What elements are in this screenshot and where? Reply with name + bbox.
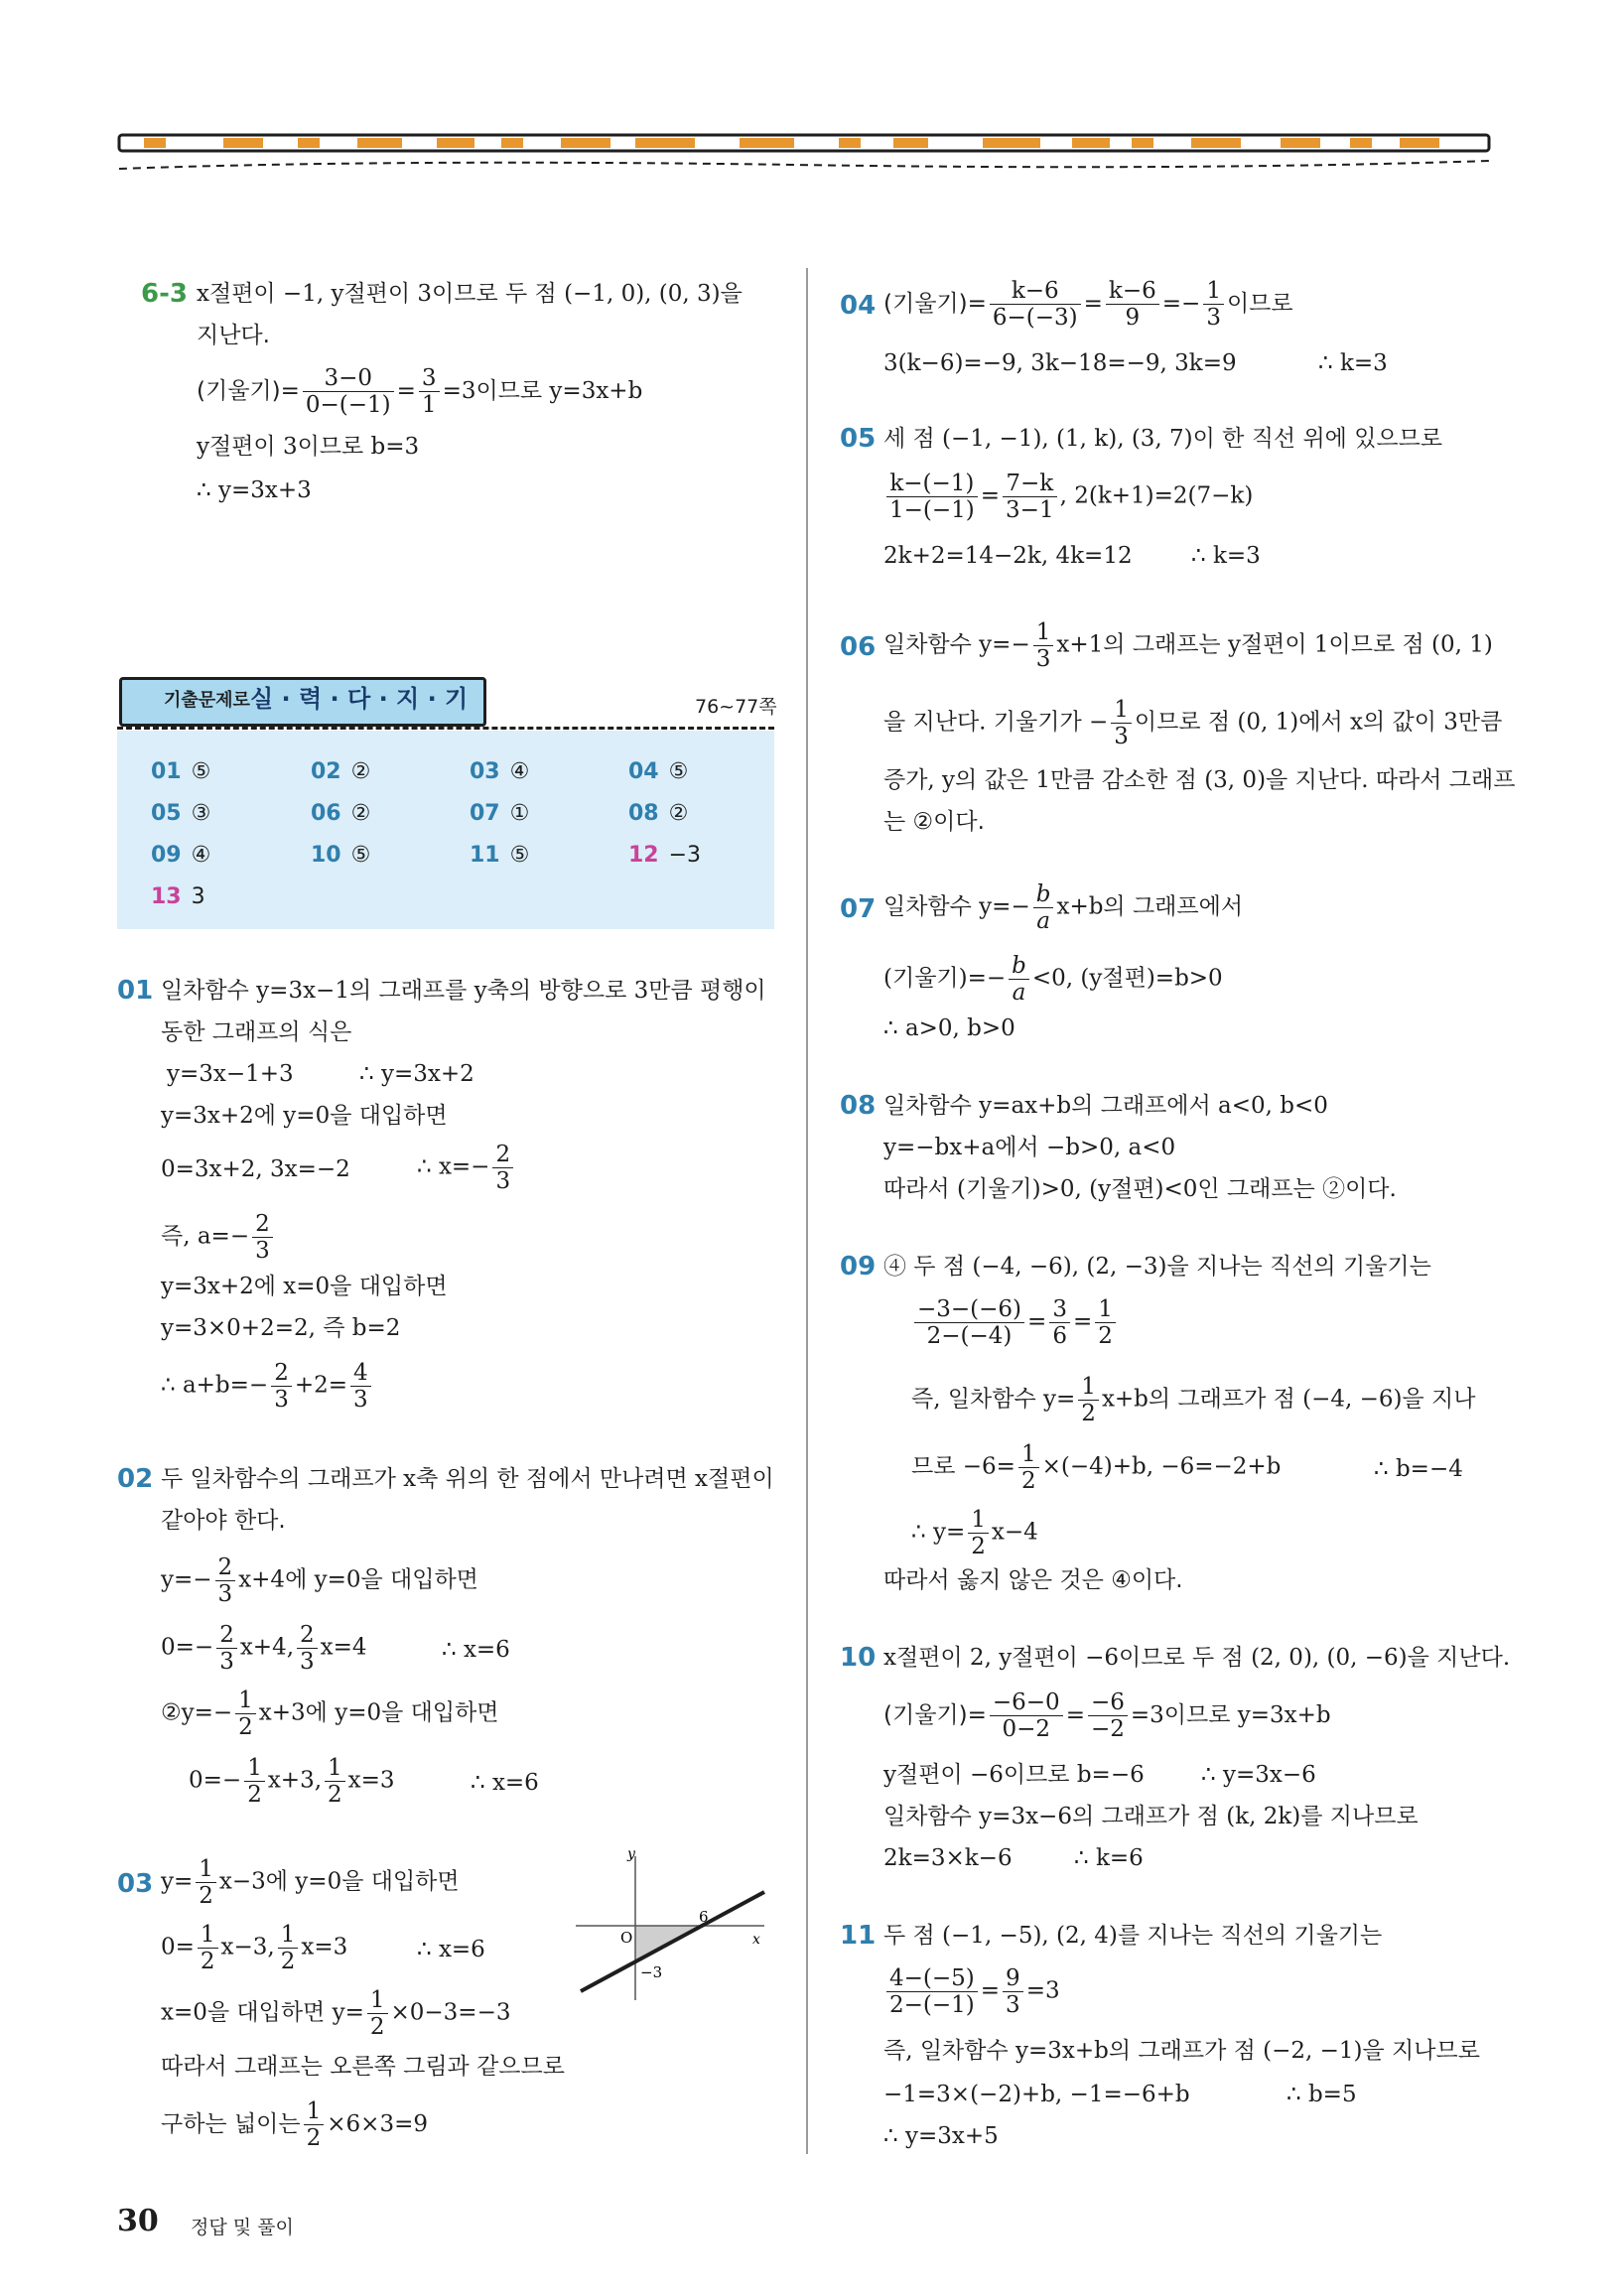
solution-line: 0=− $\frac{1}{2}$ x+3, $\frac{1}{2}$ x=3 xyxy=(189,1755,395,1808)
solution-line: y절편이 −6이므로 b=−6 xyxy=(883,1762,1145,1788)
answer-number: 02 xyxy=(311,759,341,784)
problem-number: 02 xyxy=(117,1464,154,1494)
solution-line: 2k=3×k−6 xyxy=(883,1845,1013,1871)
answer-value: ① xyxy=(509,801,530,826)
solution-line: 따라서 그래프는 오른쪽 그림과 같으므로 xyxy=(161,2054,565,2080)
q03-graph xyxy=(566,1846,774,2005)
answer-value: 3 xyxy=(191,884,205,909)
solution-line: ∴ k=3 xyxy=(1191,543,1261,569)
solution-line: ∴ x=6 xyxy=(471,1770,539,1796)
answer-number: 03 xyxy=(470,759,500,784)
solution-line: x절편이 −1, y절편이 3이므로 두 점 (−1, 0), (0, 3)을 xyxy=(197,281,743,307)
footer-label: 정답 및 풀이 xyxy=(191,2217,294,2238)
solution-line: y절편이 3이므로 b=3 xyxy=(197,434,420,460)
answer-value: −3 xyxy=(668,843,702,868)
answer-item xyxy=(470,757,529,787)
fraction: $\frac{4}{3}$ xyxy=(350,1360,371,1413)
fraction: $\frac{9}{3}$ xyxy=(1003,1965,1023,2018)
solution-line: (기울기)= $\frac{3-0}{0-(-1)}$ = $\frac{3}{1}$ =3이므로 y=3x+b xyxy=(197,365,643,418)
header-ruler-decoration xyxy=(0,0,1624,189)
problem-number: 11 xyxy=(840,1921,877,1951)
solution-line: 즉, 일차함수 y=3x+b의 그래프가 점 (−2, −1)을 지나므로 xyxy=(883,2038,1480,2064)
box-tag: 기출문제로 xyxy=(164,690,250,711)
solution-line: y=3x+2에 y=0을 대입하면 xyxy=(161,1103,448,1129)
solution-line: ∴ x=− $\frac{2}{3}$ xyxy=(417,1142,516,1194)
solution-line: y=−bx+a에서 −b>0, a<0 xyxy=(883,1135,1176,1160)
problem-number: 07 xyxy=(840,894,877,924)
fraction: $\frac{2}{3}$ xyxy=(492,1142,513,1194)
fraction: $\frac{1}{2}$ xyxy=(325,1755,345,1808)
solution-line: ∴ y=3x+5 xyxy=(883,2123,999,2149)
solution-line: 동한 그래프의 식은 xyxy=(161,1019,352,1045)
solution-line: 0= $\frac{1}{2}$ x−3, $\frac{1}{2}$ x=3 xyxy=(161,1922,348,1974)
solution-line: ∴ x=6 xyxy=(417,1937,485,1962)
fraction: $\frac{1}{2}$ xyxy=(198,1922,218,1974)
solution-line: 2k+2=14−2k, 4k=12 xyxy=(883,543,1133,569)
fraction: $\frac{1}{2}$ xyxy=(968,1507,989,1559)
solution-line: ∴ y=3x−6 xyxy=(1201,1762,1316,1788)
answer-number: 05 xyxy=(151,801,182,826)
x-axis-label: x xyxy=(752,1932,760,1948)
fraction: $\frac{7-k}{3-1}$ xyxy=(1003,471,1057,523)
fraction: $\frac{-3-(-6)}{2-(-4)}$ xyxy=(914,1296,1024,1349)
solution-line: 따라서 옳지 않은 것은 ④이다. xyxy=(883,1567,1183,1593)
fraction: $\frac{k-6}{6-(-3)}$ xyxy=(990,278,1081,331)
answer-number: 13 xyxy=(151,884,182,909)
answer-number: 11 xyxy=(470,843,500,868)
fraction: $\frac{1}{2}$ xyxy=(1078,1374,1099,1426)
solution-line: 지난다. xyxy=(197,323,270,348)
solution-line: 므로 −6= $\frac{1}{2}$ ×(−4)+b, −6=−2+b xyxy=(911,1441,1282,1494)
problem-number: 6-3 xyxy=(141,279,188,309)
solution-line: 두 점 (−1, −5), (2, 4)를 지나는 직선의 기울기는 xyxy=(883,1923,1383,1949)
solution-line: ∴ x=6 xyxy=(442,1637,510,1663)
solution-line: ∴ y=3x+3 xyxy=(197,477,312,503)
solution-line: x절편이 2, y절편이 −6이므로 두 점 (2, 0), (0, −6)을 지난다. xyxy=(883,1645,1511,1671)
answer-number: 07 xyxy=(470,801,500,826)
solution-line: $\frac{k-(-1)}{1-(-1)}$ = $\frac{7-k}{3-1}$ , 2(k+1)=2(7−k) xyxy=(883,471,1253,523)
solution-line: y=3x+2에 x=0을 대입하면 xyxy=(161,1274,448,1299)
solution-line: 을 지난다. 기울기가 − $\frac{1}{3}$ 이므로 점 (0, 1)에서 x의 값이 3만큼 xyxy=(883,697,1503,749)
answer-item xyxy=(470,841,529,871)
fraction: $\frac{1}{2}$ xyxy=(244,1755,265,1808)
solution-line: ∴ k=3 xyxy=(1318,350,1388,376)
problem-number: 06 xyxy=(840,632,877,662)
fraction: $\frac{1}{2}$ xyxy=(235,1688,256,1740)
fraction: $\frac{1}{2}$ xyxy=(304,2098,325,2151)
answer-item xyxy=(311,757,370,787)
answer-number: 08 xyxy=(628,801,659,826)
solution-line: 일차함수 y=ax+b의 그래프에서 a<0, b<0 xyxy=(883,1093,1328,1119)
fraction: $\frac{b}{a}$ xyxy=(1033,881,1054,934)
solution-line: $\frac{4-(-5)}{2-(-1)}$ = $\frac{9}{3}$ =3 xyxy=(883,1965,1060,2018)
fraction: $\frac{2}{3}$ xyxy=(297,1622,318,1675)
solution-line: y=3×0+2=2, 즉 b=2 xyxy=(161,1315,401,1341)
origin-label: O xyxy=(620,1929,633,1947)
solution-line: ∴ k=6 xyxy=(1074,1845,1144,1871)
answer-value: ② xyxy=(350,801,371,826)
problem-number: 09 xyxy=(840,1252,877,1282)
solution-line: 3(k−6)=−9, 3k−18=−9, 3k=9 xyxy=(883,350,1237,376)
answer-item xyxy=(151,757,210,787)
y-intercept-label: −3 xyxy=(640,1963,663,1981)
problem-number: 10 xyxy=(840,1643,877,1673)
solution-line: x=0을 대입하면 y= $\frac{1}{2}$ ×0−3=−3 xyxy=(161,1987,511,2040)
answer-item xyxy=(628,841,701,871)
box-pages: 76~77쪽 xyxy=(695,696,777,718)
answer-value: ② xyxy=(350,759,371,784)
answer-number: 04 xyxy=(628,759,659,784)
solution-line: ∴ a+b=− $\frac{2}{3}$ +2= $\frac{4}{3}$ xyxy=(161,1360,374,1413)
answer-value: ⑤ xyxy=(350,843,371,868)
fraction: $\frac{3}{6}$ xyxy=(1049,1296,1070,1349)
solution-line: $\frac{-3-(-6)}{2-(-4)}$ = $\frac{3}{6}$ = $\frac{1}{2}$ xyxy=(911,1296,1119,1349)
solution-line: 일차함수 y=3x−1의 그래프를 y축의 방향으로 3만큼 평행이 xyxy=(161,978,766,1004)
box-title: 실 · 력 · 다 · 지 · 기 xyxy=(250,685,469,713)
solution-line: −1=3×(−2)+b, −1=−6+b xyxy=(883,2082,1190,2107)
solution-line: (기울기)= $\frac{-6-0}{0-2}$ = $\frac{-6}{-2}$ =3이므로 y=3x+b xyxy=(883,1689,1331,1742)
problem-number: 08 xyxy=(840,1091,877,1121)
solution-line: (기울기)=− $\frac{b}{a}$ <0, (y절편)=b>0 xyxy=(883,953,1223,1006)
answer-item xyxy=(470,799,529,829)
x-intercept-label: 6 xyxy=(699,1908,709,1926)
solution-line: y= $\frac{1}{2}$ x−3에 y=0을 대입하면 xyxy=(161,1856,460,1909)
fraction: $\frac{2}{3}$ xyxy=(215,1554,236,1607)
solution-line: 0=− $\frac{2}{3}$ x+4, $\frac{2}{3}$ x=4 xyxy=(161,1622,367,1675)
solution-line: 일차함수 y=− $\frac{b}{a}$ x+b의 그래프에서 xyxy=(883,881,1244,934)
page-number: 30 xyxy=(117,2204,159,2238)
solution-line: ∴ b=5 xyxy=(1286,2082,1357,2107)
problem-number: 01 xyxy=(117,976,154,1006)
answer-item xyxy=(311,841,370,871)
solution-line: 따라서 (기울기)>0, (y절편)<0인 그래프는 ②이다. xyxy=(883,1176,1397,1202)
solution-line: ∴ b=−4 xyxy=(1374,1456,1463,1482)
solution-line: 일차함수 y=− $\frac{1}{3}$ x+1의 그래프는 y절편이 1이므로 점 (0, 1) xyxy=(883,619,1493,672)
solution-line: (기울기)= $\frac{k-6}{6-(-3)}$ = $\frac{k-6}{9}$ =− $\frac{1}{3}$ 이므로 xyxy=(883,278,1293,331)
fraction: $\frac{1}{2}$ xyxy=(196,1856,216,1909)
fraction: $\frac{3-0}{0-(-1)}$ xyxy=(303,365,394,418)
answer-number: 10 xyxy=(311,843,341,868)
fraction: $\frac{3}{1}$ xyxy=(419,365,440,418)
solution-line: ∴ y=3x+2 xyxy=(359,1061,474,1087)
fraction: $\frac{1}{2}$ xyxy=(367,1987,388,2040)
fraction: $\frac{b}{a}$ xyxy=(1009,953,1029,1006)
fraction: $\frac{2}{3}$ xyxy=(271,1360,292,1413)
solution-line: ④ 두 점 (−4, −6), (2, −3)을 지나는 직선의 기울기는 xyxy=(883,1254,1431,1280)
answer-value: ⑤ xyxy=(509,843,530,868)
solution-line: 구하는 넓이는 $\frac{1}{2}$ ×6×3=9 xyxy=(161,2098,428,2151)
solution-line: 같아야 한다. xyxy=(161,1508,286,1534)
solution-line: ∴ a>0, b>0 xyxy=(883,1015,1015,1041)
answer-value: ③ xyxy=(191,801,211,826)
fraction: $\frac{1}{3}$ xyxy=(1203,278,1224,331)
fraction: $\frac{2}{3}$ xyxy=(252,1211,273,1264)
solution-line: 일차함수 y=3x−6의 그래프가 점 (k, 2k)를 지나므로 xyxy=(883,1804,1419,1829)
fraction: $\frac{-6}{-2}$ xyxy=(1088,1689,1128,1742)
graph-line xyxy=(581,1892,764,1991)
fraction: $\frac{4-(-5)}{2-(-1)}$ xyxy=(886,1965,978,2018)
solution-line: ∴ y= $\frac{1}{2}$ x−4 xyxy=(911,1507,1038,1559)
column-divider xyxy=(806,268,808,2154)
solution-line: 는 ②이다. xyxy=(883,809,985,835)
box-dashed-rule xyxy=(117,727,774,730)
problem-number: 04 xyxy=(840,291,877,321)
answer-value: ④ xyxy=(509,759,530,784)
fraction: $\frac{k-(-1)}{1-(-1)}$ xyxy=(886,471,978,523)
fraction: $\frac{1}{2}$ xyxy=(1095,1296,1116,1349)
fraction: $\frac{1}{3}$ xyxy=(1033,619,1054,672)
fraction: $\frac{2}{3}$ xyxy=(216,1622,237,1675)
solution-line: 증가, y의 값은 1만큼 감소한 점 (3, 0)을 지난다. 따라서 그래프 xyxy=(883,767,1516,793)
solution-line: ②y=− $\frac{1}{2}$ x+3에 y=0을 대입하면 xyxy=(161,1688,499,1740)
answer-number: 06 xyxy=(311,801,341,826)
answer-number: 12 xyxy=(628,843,659,868)
answer-value: ⑤ xyxy=(668,759,689,784)
solution-line: y=− $\frac{2}{3}$ x+4에 y=0을 대입하면 xyxy=(161,1554,478,1607)
answer-value: ⑤ xyxy=(191,759,211,784)
answer-number: 01 xyxy=(151,759,182,784)
fraction: $\frac{k-6}{9}$ xyxy=(1106,278,1159,331)
answer-value: ② xyxy=(668,801,689,826)
solution-line: y=3x−1+3 xyxy=(167,1061,294,1087)
fraction: $\frac{1}{2}$ xyxy=(278,1922,299,1974)
y-axis-label: y xyxy=(627,1846,635,1862)
problem-number: 05 xyxy=(840,424,877,454)
answer-item xyxy=(628,799,688,829)
fraction: $\frac{1}{2}$ xyxy=(1018,1441,1039,1494)
solution-line: 세 점 (−1, −1), (1, k), (3, 7)이 한 직선 위에 있으므로 xyxy=(883,426,1443,452)
answer-item xyxy=(151,841,210,871)
fraction: $\frac{1}{3}$ xyxy=(1111,697,1132,749)
answer-value: ④ xyxy=(191,843,211,868)
answer-number: 09 xyxy=(151,843,182,868)
solution-line: 즉, a=− $\frac{2}{3}$ xyxy=(161,1211,276,1264)
solution-line: 즉, 일차함수 y= $\frac{1}{2}$ x+b의 그래프가 점 (−4, −6)을 지나 xyxy=(911,1374,1476,1426)
solution-line: 두 일차함수의 그래프가 x축 위의 한 점에서 만나려면 x절편이 xyxy=(161,1466,774,1492)
answer-item xyxy=(628,757,688,787)
answer-item xyxy=(151,882,205,912)
answer-item xyxy=(151,799,210,829)
fraction: $\frac{-6-0}{0-2}$ xyxy=(990,1689,1063,1742)
problem-number: 03 xyxy=(117,1869,154,1899)
solution-line: 0=3x+2, 3x=−2 xyxy=(161,1156,350,1182)
answer-item xyxy=(311,799,370,829)
